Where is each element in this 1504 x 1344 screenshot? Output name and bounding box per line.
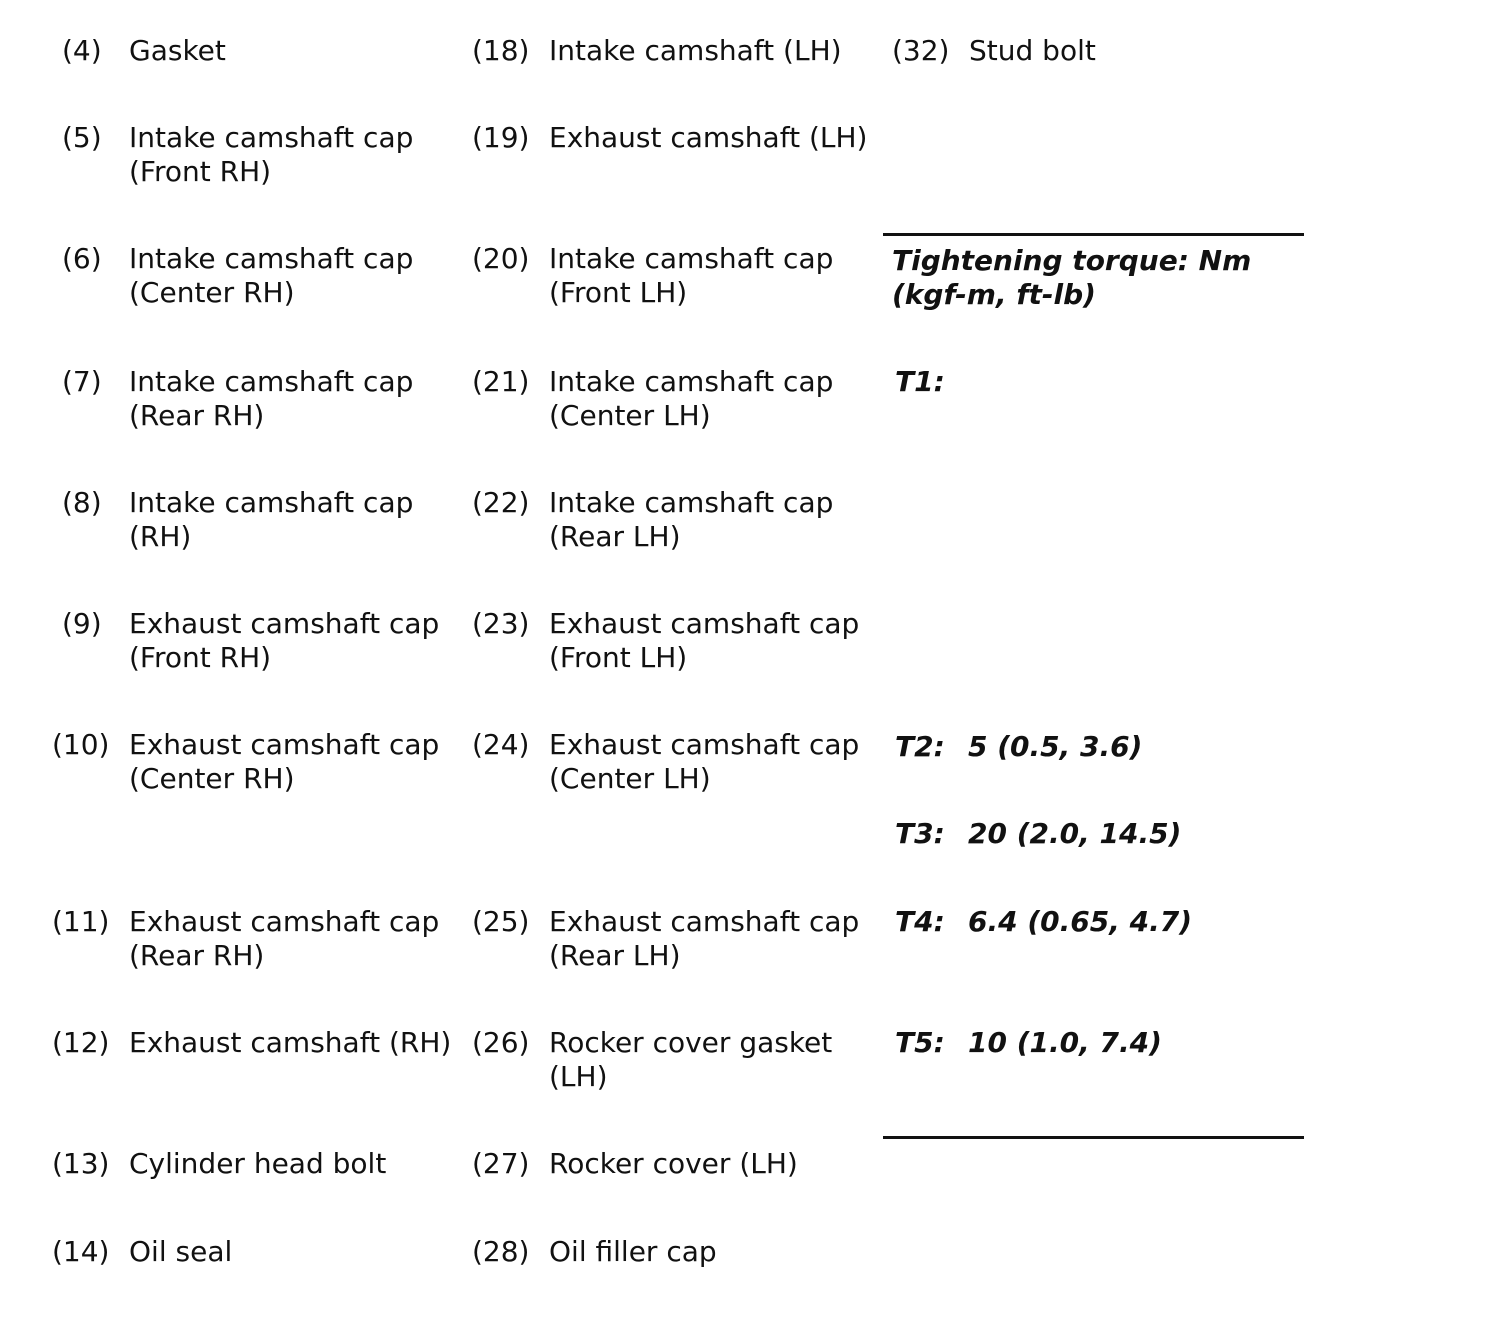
torque-value: 5 (0.5, 3.6)	[968, 730, 1143, 763]
torque-top-rule	[883, 233, 1304, 236]
part-name-detail: (Rear RH)	[129, 399, 265, 432]
part-name-detail: (Front RH)	[129, 155, 272, 188]
part-name-detail: (LH)	[549, 1060, 608, 1093]
part-name: Exhaust camshaft cap	[549, 728, 860, 761]
part-name: Exhaust camshaft cap	[549, 607, 860, 640]
part-number: (11)	[52, 905, 110, 938]
part-number: (32)	[892, 34, 950, 67]
part-number: (18)	[472, 34, 530, 67]
part-name: Exhaust camshaft cap	[129, 607, 440, 640]
part-number: (7)	[62, 365, 102, 398]
part-name: Exhaust camshaft cap	[549, 905, 860, 938]
part-number: (28)	[472, 1235, 530, 1268]
part-name: Oil seal	[129, 1235, 233, 1268]
part-number: (13)	[52, 1147, 110, 1180]
part-name-detail: (Center LH)	[549, 399, 711, 432]
part-number: (19)	[472, 121, 530, 154]
part-name: Stud bolt	[969, 34, 1096, 67]
part-name: Exhaust camshaft (RH)	[129, 1026, 452, 1059]
part-number: (14)	[52, 1235, 110, 1268]
part-name: Intake camshaft cap	[129, 121, 414, 154]
part-number: (4)	[62, 34, 102, 67]
part-name: Intake camshaft cap	[549, 486, 834, 519]
part-name: Intake camshaft cap	[549, 365, 834, 398]
torque-value: 10 (1.0, 7.4)	[968, 1026, 1162, 1059]
part-number: (9)	[62, 607, 102, 640]
torque-title-line-1: Tightening torque: Nm	[892, 244, 1252, 277]
torque-value: 20 (2.0, 14.5)	[968, 817, 1182, 850]
torque-value: 6.4 (0.65, 4.7)	[968, 905, 1193, 938]
torque-code: T5:	[895, 1026, 945, 1059]
torque-title-line-2: (kgf-m, ft-lb)	[892, 278, 1096, 311]
torque-code: T3:	[895, 817, 945, 850]
part-name-detail: (Front LH)	[549, 641, 688, 674]
part-name: Gasket	[129, 34, 226, 67]
part-number: (23)	[472, 607, 530, 640]
part-number: (10)	[52, 728, 110, 761]
part-name: Intake camshaft cap	[129, 242, 414, 275]
part-name-detail: (Rear RH)	[129, 939, 265, 972]
part-name: Exhaust camshaft cap	[129, 905, 440, 938]
part-number: (27)	[472, 1147, 530, 1180]
part-name: Rocker cover (LH)	[549, 1147, 798, 1180]
part-name-detail: (Center RH)	[129, 762, 295, 795]
part-name: Cylinder head bolt	[129, 1147, 387, 1180]
torque-code: T4:	[895, 905, 945, 938]
part-name: Rocker cover gasket	[549, 1026, 833, 1059]
part-name-detail: (Front RH)	[129, 641, 272, 674]
part-name: Oil filler cap	[549, 1235, 717, 1268]
part-name-detail: (Rear LH)	[549, 939, 681, 972]
part-number: (25)	[472, 905, 530, 938]
part-name: Intake camshaft cap	[129, 486, 414, 519]
part-number: (12)	[52, 1026, 110, 1059]
part-name-detail: (Rear LH)	[549, 520, 681, 553]
part-name: Intake camshaft cap	[549, 242, 834, 275]
part-number: (26)	[472, 1026, 530, 1059]
part-number: (5)	[62, 121, 102, 154]
part-name: Intake camshaft (LH)	[549, 34, 842, 67]
part-name: Exhaust camshaft (LH)	[549, 121, 868, 154]
part-name-detail: (Front LH)	[549, 276, 688, 309]
torque-bottom-rule	[883, 1136, 1304, 1139]
part-number: (22)	[472, 486, 530, 519]
part-number: (6)	[62, 242, 102, 275]
part-name: Exhaust camshaft cap	[129, 728, 440, 761]
part-number: (24)	[472, 728, 530, 761]
torque-code: T1:	[895, 365, 945, 398]
torque-code: T2:	[895, 730, 945, 763]
part-number: (20)	[472, 242, 530, 275]
part-name-detail: (Center RH)	[129, 276, 295, 309]
part-name: Intake camshaft cap	[129, 365, 414, 398]
part-name-detail: (RH)	[129, 520, 192, 553]
part-name-detail: (Center LH)	[549, 762, 711, 795]
part-number: (8)	[62, 486, 102, 519]
part-number: (21)	[472, 365, 530, 398]
torque-title	[892, 244, 1251, 312]
